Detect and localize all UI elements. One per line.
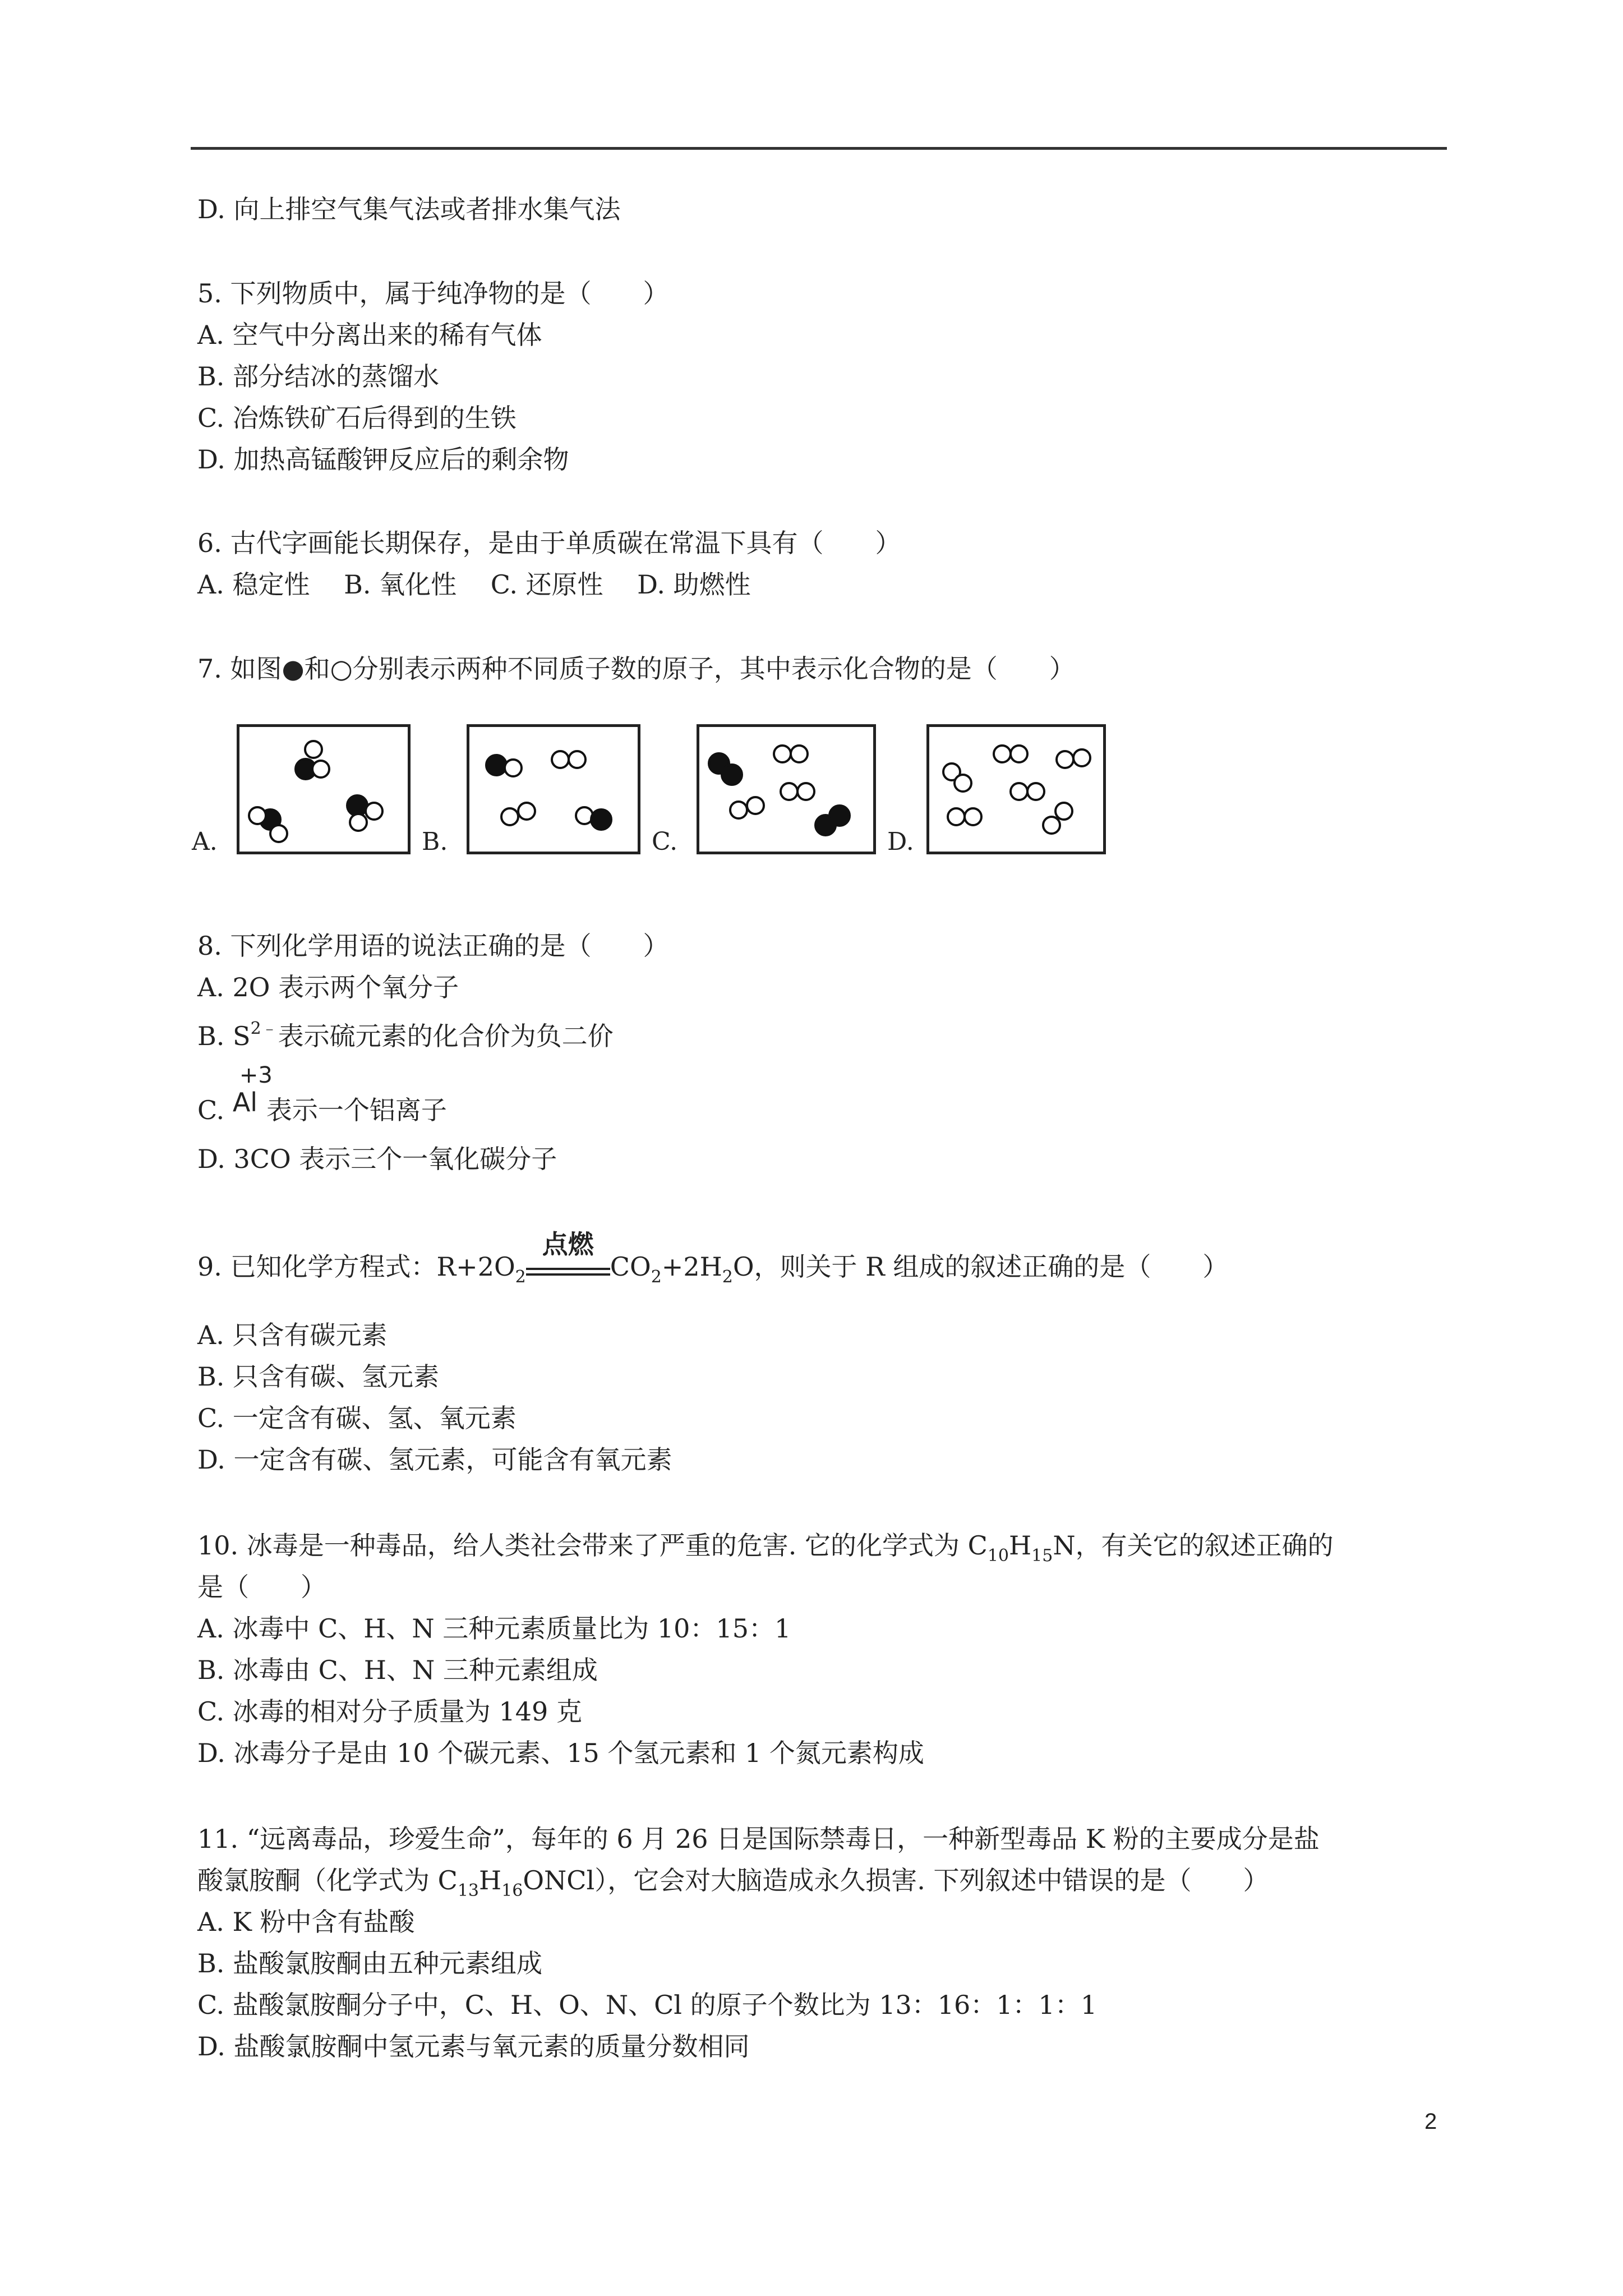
q7-label-b: B. — [422, 827, 448, 856]
q9-sub2: 2 — [651, 1267, 662, 1287]
q8b-post: 表示硫元素的化合价为负二价 — [278, 1021, 614, 1051]
q9-sub3: 2 — [722, 1267, 733, 1287]
q5-option-c: C. 冶炼铁矿石后得到的生铁 — [197, 403, 517, 433]
q7-diagram-d — [926, 724, 1106, 854]
q10-option-c: C. 冰毒的相对分子质量为 149 克 — [197, 1696, 582, 1727]
q11-option-c: C. 盐酸氯胺酮分子中，C、H、O、N、Cl 的原子个数比为 13：16：1：1：1 — [197, 1990, 1098, 2020]
q8-option-d: D. 3CO 表示三个一氧化碳分子 — [197, 1144, 557, 1174]
header-rule — [191, 147, 1447, 150]
q10-sub1: 10 — [987, 1546, 1009, 1566]
q10-post: N，有关它的叙述正确的 — [1053, 1530, 1334, 1561]
q8c-post: 表示一个铝离子 — [266, 1095, 447, 1125]
q7-label-d: D. — [887, 827, 914, 856]
q11-sub1: 13 — [457, 1881, 479, 1901]
q9-pre: 9. 已知化学方程式：R+2O — [197, 1251, 515, 1282]
q8-option-b — [197, 1012, 614, 1053]
q9-h: +2H — [661, 1251, 722, 1282]
q8c-pre: C. — [197, 1095, 233, 1125]
q11-pre: 酸氯胺酮（化学式为 C — [197, 1865, 458, 1895]
q5-option-a: A. 空气中分离出来的稀有气体 — [197, 320, 542, 350]
element-symbol: Al — [232, 1087, 258, 1117]
q6-stem: 6. 古代字画能长期保存，是由于单质碳在常温下具有（ ） — [197, 528, 901, 558]
q11-stem-line1: 11. “远离毒品，珍爱生命”，每年的 6 月 26 日是国际禁毒日，一种新型毒品 K 粉的主要成分是盐 — [197, 1824, 1320, 1854]
q10-pre: 10. 冰毒是一种毒品，给人类社会带来了严重的危害. 它的化学式为 C — [197, 1530, 988, 1561]
q9-stem — [197, 1229, 1229, 1294]
q4-option-d: D. 向上排空气集气法或者排水集气法 — [197, 194, 621, 224]
q9-post: O，则关于 R 组成的叙述正确的是（ ） — [732, 1251, 1229, 1282]
aluminum-valence-notation — [232, 1062, 273, 1119]
q7-diagram-c — [697, 724, 876, 854]
q9-sub1: 2 — [515, 1267, 526, 1287]
q10-stem-line2: 是（ ） — [197, 1572, 326, 1602]
sulfide-charge: 2﹣ — [250, 1019, 278, 1038]
equals-bar-bottom — [526, 1273, 610, 1276]
q7-diagrams — [192, 715, 1156, 867]
q11-stem-line2 — [197, 1864, 1269, 1908]
q7-label-c: C. — [652, 827, 678, 856]
q7-label-a: A. — [192, 827, 218, 856]
q10-h: H — [1009, 1530, 1032, 1561]
reaction-condition: 点燃 — [542, 1229, 594, 1259]
q10-option-d: D. 冰毒分子是由 10 个碳元素、15 个氢元素和 1 个氮元素构成 — [197, 1738, 924, 1768]
equals-bar-top — [526, 1268, 610, 1270]
q8-option-a: A. 2O 表示两个氧分子 — [197, 972, 459, 1002]
q5-option-d: D. 加热高锰酸钾反应后的剩余物 — [197, 444, 569, 475]
q10-stem-line1 — [197, 1529, 1334, 1573]
q11-option-b: B. 盐酸氯胺酮由五种元素组成 — [197, 1948, 543, 1978]
q11-post: ONCl），它会对大脑造成永久损害. 下列叙述中错误的是（ ） — [523, 1865, 1269, 1895]
valence-mark: +3 — [239, 1062, 273, 1088]
q5-option-b: B. 部分结冰的蒸馏水 — [197, 361, 440, 392]
q6-options: A. 稳定性 B. 氧化性 C. 还原性 D. 助燃性 — [197, 569, 751, 600]
q10-option-b: B. 冰毒由 C、H、N 三种元素组成 — [197, 1655, 598, 1685]
q8b-pre: B. S — [197, 1021, 251, 1051]
q9-co: CO — [610, 1251, 651, 1282]
q5-stem: 5. 下列物质中，属于纯净物的是（ ） — [197, 278, 669, 309]
q11-sub2: 16 — [501, 1881, 523, 1901]
q9-option-b: B. 只含有碳、氢元素 — [197, 1361, 440, 1392]
q11-option-a: A. K 粉中含有盐酸 — [197, 1907, 415, 1937]
q7-diagram-b — [467, 724, 640, 854]
q9-option-c: C. 一定含有碳、氢、氧元素 — [197, 1403, 517, 1433]
q10-option-a: A. 冰毒中 C、H、N 三种元素质量比为 10：15：1 — [197, 1613, 791, 1644]
q8-stem: 8. 下列化学用语的说法正确的是（ ） — [197, 931, 669, 961]
reaction-arrow — [526, 1229, 610, 1286]
q8-option-c — [197, 1062, 447, 1127]
q10-sub2: 15 — [1031, 1546, 1053, 1566]
q9-option-d: D. 一定含有碳、氢元素，可能含有氧元素 — [197, 1444, 672, 1475]
q7-diagram-a — [237, 724, 411, 854]
q7-stem: 7. 如图●和○分别表示两种不同质子数的原子，其中表示化合物的是（ ） — [197, 654, 1075, 684]
q11-option-d: D. 盐酸氯胺酮中氢元素与氧元素的质量分数相同 — [197, 2031, 750, 2062]
q9-option-a: A. 只含有碳元素 — [197, 1320, 388, 1350]
q11-h: H — [479, 1865, 502, 1895]
page-number: 2 — [1424, 2109, 1437, 2134]
